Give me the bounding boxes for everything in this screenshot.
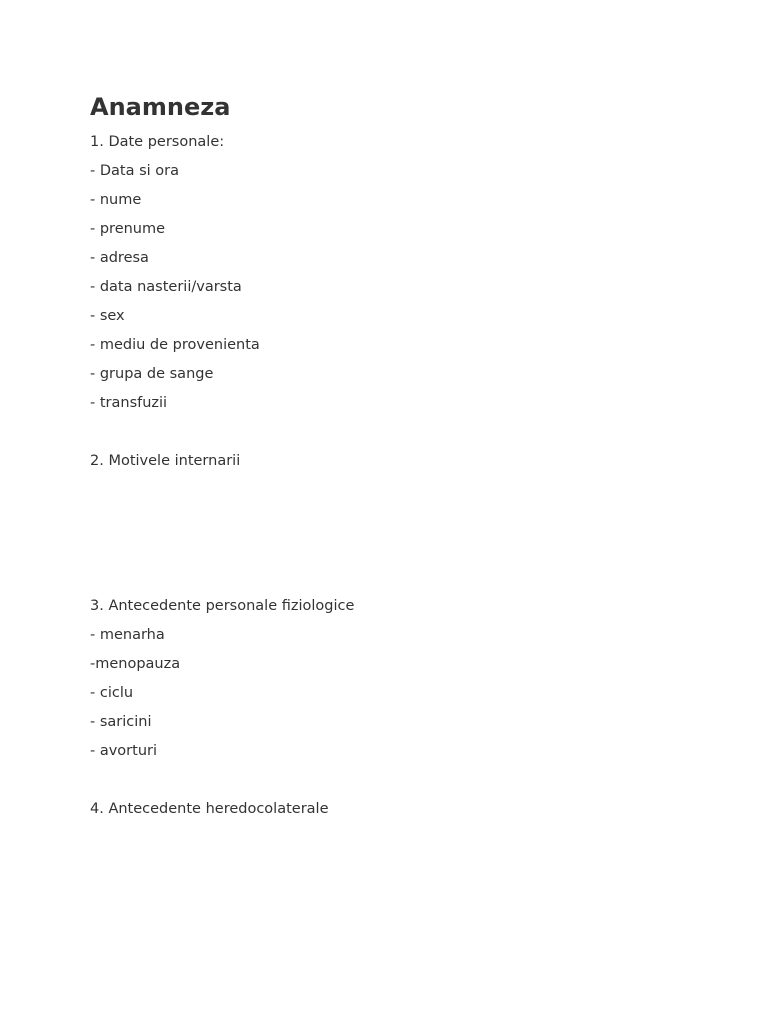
list-item: - nume	[90, 192, 142, 208]
list-item: - menarha	[90, 627, 165, 643]
list-item: -menopauza	[90, 656, 181, 672]
section-heading-antecedente-heredocolaterale: 4. Antecedente heredocolaterale	[90, 801, 329, 817]
list-item: - transfuzii	[90, 395, 168, 411]
section-heading-date-personale: 1. Date personale:	[90, 134, 225, 150]
list-item: - ciclu	[90, 685, 134, 701]
list-item: - data nasterii/varsta	[90, 279, 242, 295]
page-title: Anamneza	[90, 93, 231, 121]
list-item: - adresa	[90, 250, 149, 266]
list-item: - Data si ora	[90, 163, 179, 179]
list-item: - saricini	[90, 714, 152, 730]
section-heading-antecedente-personale: 3. Antecedente personale fiziologice	[90, 598, 355, 614]
list-item: - mediu de provenienta	[90, 337, 260, 353]
list-item: - grupa de sange	[90, 366, 214, 382]
list-item: - prenume	[90, 221, 166, 237]
list-item: - sex	[90, 308, 125, 324]
list-item: - avorturi	[90, 743, 158, 759]
section-heading-motivele-internarii: 2. Motivele internarii	[90, 453, 241, 469]
